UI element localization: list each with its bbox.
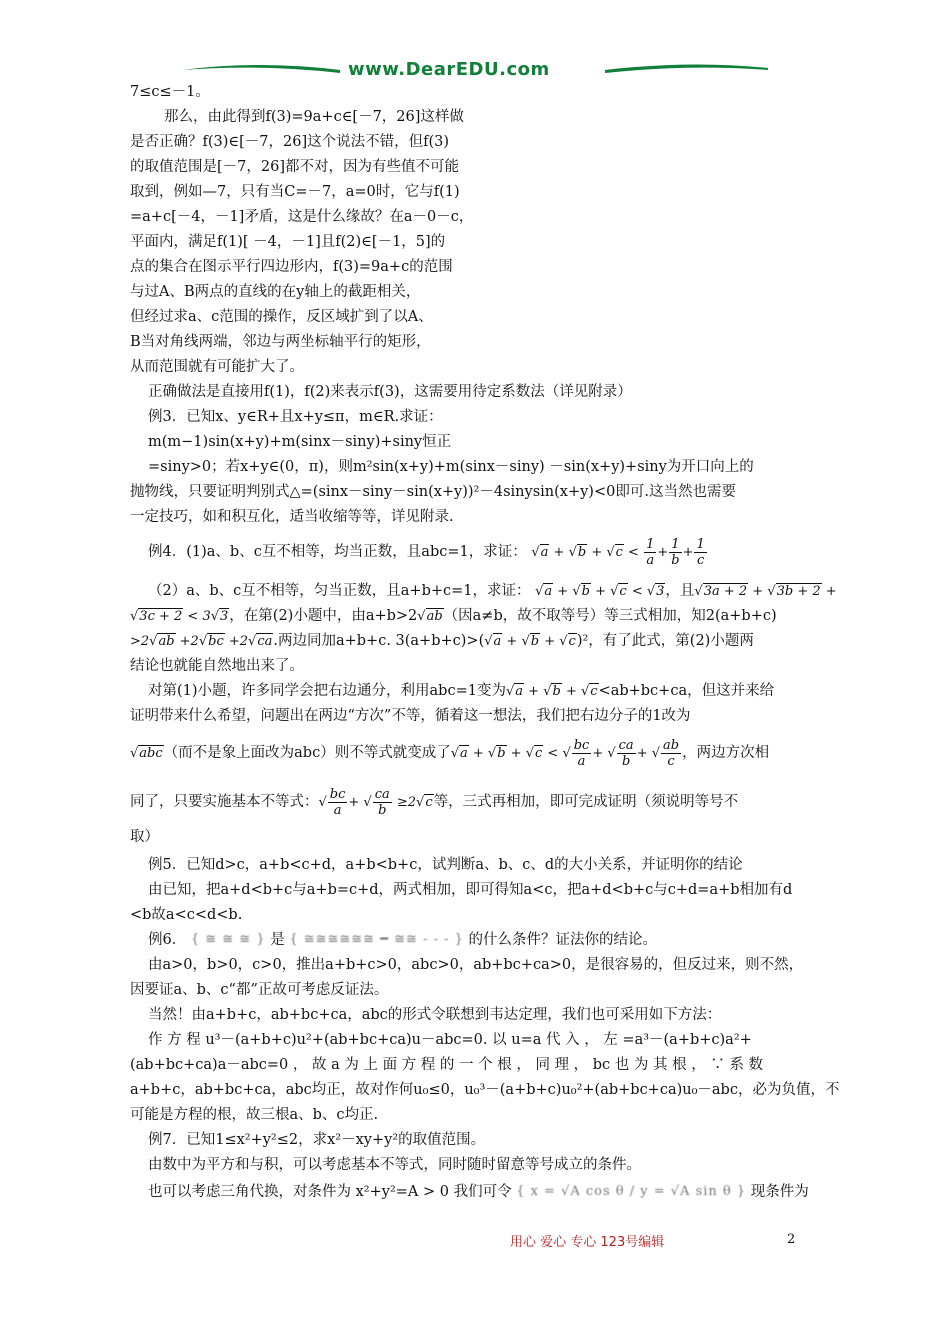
blurred-formula-image: { ≅ ≅ ≅ } (190, 932, 266, 947)
text-line: 与过A、B两点的直线的在y轴上的截距相关， (130, 284, 421, 300)
formula: √3a + 2 + √3b + 2 + (694, 584, 837, 599)
formula: √a + √b + √c < $\frac{1}{a}$ + $\frac{1}{b}$ + $\frac{1}{c}$ (531, 537, 705, 568)
text-line: 例5．已知d>c，a+b<c+d，a+b<b+c，试判断a、b、c、d的大小关系，并证明你的结论 (148, 857, 743, 873)
formula: √a + √b + √c (505, 684, 598, 699)
text-line: =siny>0；若x+y∈(0，π)，则m²sin(x+y)+m(sinx－siny) －sin(x+y)+siny为开口向上的 (148, 459, 754, 475)
text-line: 由已知，把a+d<b+c与a+b=c+d，两式相加，即可得知a<c，把a+d<b+c与c+d=a+b相加有d (148, 882, 793, 898)
text-line: 那么，由此得到f(3)=9a+c∈[－7，26]这样做 (164, 109, 464, 125)
text-line: B当对角线两端，邻边与两坐标轴平行的矩形， (130, 334, 431, 350)
text-line: a+b+c，ab+bc+ca，abc均正，故对作何u₀≤0，u₀³－(a+b+c)u₀²+(ab+bc+ca)u₀－abc，必为负值，不 (130, 1082, 840, 1098)
text-line: 例7．已知1≤x²+y²≤2，求x²－xy+y²的取值范围。 (148, 1132, 486, 1148)
example-4-line: >2√ab +2√bc +2√ca.两边同加a+b+c. 3(a+b+c)>(√a + √b + √c)²，有了此式，第(2)小题两 (130, 633, 754, 649)
formula: √abc (130, 746, 163, 761)
text-line: 可能是方程的根，故三根a、b、c均正. (130, 1107, 379, 1123)
example-4-line: （2）a、b、c互不相等，匀当正数，且a+b+c=1，求证： √a + √b + √c < √3，且√3a + 2 + √3b + 2 + (148, 583, 837, 599)
formula: √3c + 2 < 3√3 (130, 609, 229, 624)
example-6-line: 例6． { ≅ ≅ ≅ } 是 { ≅≅≅≅≅≅ ━ ≅≅ - - - } 的什么条件？证法你的结论。 (148, 932, 658, 948)
formula: √ab (417, 609, 443, 624)
text-line: 是否正确？f(3)∈[－7，26]这个说法不错，但f(3) (130, 134, 450, 150)
footer-text: 用心 爱心 专心 123号编辑 (510, 1235, 665, 1250)
text-line: 从而范围就有可能扩大了。 (130, 359, 304, 375)
example-4-line: 例4．(1)a、b、c互不相等，均当正数，且abc=1，求证： √a + √b + √c < $\frac{1}{a}$ + $\frac{1}{b}$ + $\frac{1}{c}$ (148, 537, 708, 568)
text-line: 但经过求a、c范围的操作，反区域扩到了以A、 (130, 309, 433, 325)
text-line: 取） (130, 829, 159, 845)
text-line: 点的集合在图示平行四边形内，f(3)=9a+c的范围 (130, 259, 453, 275)
text-line: <b故a<c<d<b. (130, 907, 243, 923)
text-line: 正确做法是直接用f(1)，f(2)来表示f(3)，这需要用待定系数法（详见附录） (148, 384, 632, 400)
text-line: 例3．已知x、y∈R+且x+y≤π，m∈R.求证： (148, 409, 443, 425)
example-4-line: 对第(1)小题，许多同学会把右边通分，利用abc=1变为√a + √b + √c<ab+bc+ca，但这并来给 (148, 683, 775, 699)
formula: √a + √b + √c < √ $\frac{bc}{a}$ + √ $\frac{ca}{b}$ + √ $\frac{ab}{c}$ (450, 738, 680, 769)
text-line: 结论也就能自然地出来了。 (130, 658, 304, 674)
formula: >2√ab +2√bc +2√ca (130, 634, 273, 649)
formula: √a + √b + √c (484, 634, 576, 649)
text-line: 平面内，满足f(1)[ －4，－1]且f(2)∈[－1，5]的 (130, 234, 446, 250)
text-line: m(m−1)sin(x+y)+m(sinx－siny)+siny恒正 (148, 434, 452, 450)
blurred-formula-image: { x = √A cos θ / y = √A sin θ } (516, 1184, 747, 1199)
example-4-line: 同了，只要实施基本不等式：√ $\frac{bc}{a}$ + √ $\frac{ca}{b}$ ≥2√c等，三式再相加，即可完成证明（须说明等号不 (130, 787, 739, 818)
formula: √ $\frac{bc}{a}$ + √ $\frac{ca}{b}$ ≥2√c (318, 787, 433, 818)
text-line: 当然！由a+b+c，ab+bc+ca，abc的形式令联想到韦达定理，我们也可采用如下方法： (148, 1007, 722, 1023)
text-line: =a+c[－4，－1]矛盾，这是什么缘故？在a－0－c， (130, 209, 474, 225)
text-line: 抛物线，只要证明判别式△=(sinx－siny－sin(x+y))²－4sinysin(x+y)<0即可.这当然也需要 (130, 484, 736, 500)
blurred-formula-image: { ≅≅≅≅≅≅ ━ ≅≅ - - - } (289, 932, 464, 947)
text-line: 证明带来什么希望，问题出在两边“方次”不等，循着这一想法，我们把右边分子的1改为 (130, 708, 691, 724)
text-line: 作 方 程 u³－(a+b+c)u²+(ab+bc+ca)u－abc=0. 以 u=a 代 入 ， 左 =a³－(a+b+c)a²+ (148, 1032, 752, 1048)
site-logo: www.DearEDU.com (348, 59, 550, 80)
example-7-line: 也可以考虑三角代换，对条件为 x²+y²=A > 0 我们可令 { x = √A cos θ / y = √A sin θ } 现条件为 (148, 1184, 809, 1200)
text-line: 因要证a、b、c“都”正故可考虑反证法。 (130, 982, 389, 998)
text-line: 7≤c≤－1。 (130, 84, 210, 100)
text-line: 一定技巧，如和积互化，适当收缩等等，详见附录. (130, 509, 454, 525)
text-line: 由数中为平方和与积，可以考虑基本不等式，同时随时留意等号成立的条件。 (148, 1157, 641, 1173)
example-4-line: √abc（而不是象上面改为abc）则不等式就变成了√a + √b + √c < √ $\frac{bc}{a}$ + √ $\frac{ca}{b}$ + √ $\frac{ab}{c}$ ，两边方次相 (130, 738, 770, 769)
text-line: (ab+bc+ca)a－abc=0 ， 故 a 为 上 面 方 程 的 一 个 根 ， 同 理 ， bc 也 为 其 根 ， ∵ 系 数 (130, 1057, 764, 1073)
text-line: 的取值范围是[－7，26]都不对，因为有些值不可能 (130, 159, 459, 175)
example-4-line: √3c + 2 < 3√3，在第(2)小题中，由a+b>2√ab（因a≠b，故不取等号）等三式相加，知2(a+b+c) (130, 608, 777, 624)
text-line: 取到，例如—7，只有当C=－7，a=0时，它与f(1) (130, 184, 460, 200)
formula: √a + √b + √c < √3 (535, 584, 665, 599)
page-number: 2 (787, 1232, 796, 1247)
text-line: 由a>0，b>0，c>0，推出a+b+c>0，abc>0，ab+bc+ca>0，是很容易的，但反过来，则不然， (148, 957, 804, 973)
